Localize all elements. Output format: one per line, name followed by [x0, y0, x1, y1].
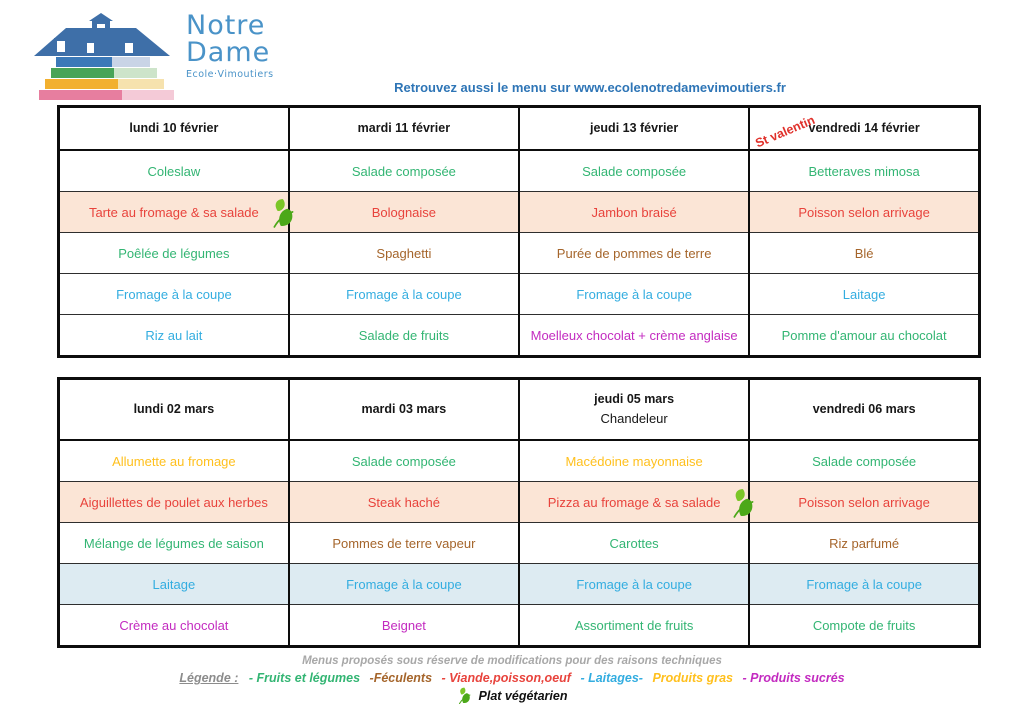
dish-cell: [749, 482, 979, 523]
school-name: [186, 12, 274, 80]
day-date: mardi 03 mars: [361, 402, 447, 417]
dish-text: Poisson selon arrivage: [798, 204, 930, 220]
day-header: [519, 379, 749, 441]
dish-text: Jambon braisé: [591, 204, 677, 220]
starter-row: [59, 150, 980, 192]
dish-cell: [59, 564, 289, 605]
disclaimer-text: Menus proposés sous réserve de modifications pour des raisons techniques: [302, 655, 722, 667]
day-header: [289, 379, 519, 441]
dish-text: Salade composée: [351, 163, 456, 179]
vegetarian-leaf-icon: [457, 687, 473, 705]
dessert-row: [59, 605, 980, 647]
dish-text: Salade de fruits: [358, 327, 450, 343]
dish-cell: [289, 274, 519, 315]
main-course-row: [59, 482, 980, 523]
dish-cell: [519, 192, 749, 233]
dish-text: Coleslaw: [147, 163, 201, 179]
dish-cell: [519, 523, 749, 564]
week2-header-row: [59, 379, 980, 441]
dish-text: Macédoine mayonnaise: [565, 453, 703, 469]
dish-cell: [749, 440, 979, 482]
legend-item-produits-gras: Produits gras: [652, 671, 734, 685]
school-house-icon: [26, 12, 176, 104]
dish-cell: [749, 564, 979, 605]
st-valentin-annotation: St valentin: [753, 112, 818, 151]
vegetarian-legend: [0, 687, 1024, 705]
dish-cell: [289, 482, 519, 523]
dish-cell: [59, 523, 289, 564]
dish-text: Fromage à la coupe: [346, 576, 462, 592]
dish-text: Fromage à la coupe: [116, 286, 232, 302]
legend-item-fruits-legumes: - Fruits et légumes: [248, 671, 361, 685]
day-date: jeudi 13 février: [590, 121, 679, 136]
day-note: Chandeleur: [600, 411, 668, 427]
legend-line: [0, 671, 1024, 685]
dish-cell: [59, 150, 289, 192]
menu-week-1: [57, 105, 981, 358]
dish-cell: [519, 315, 749, 357]
dairy-row: [59, 274, 980, 315]
dish-cell: [519, 233, 749, 274]
dish-text: Beignet: [381, 617, 426, 633]
day-header: [289, 107, 519, 151]
dish-text: Blé: [854, 245, 874, 261]
legend-item-produits-sucres: - Produits sucrés: [742, 671, 845, 685]
day-header: [59, 379, 289, 441]
dish-cell: [519, 440, 749, 482]
dish-text: Spaghetti: [376, 245, 432, 261]
dish-cell: [519, 564, 749, 605]
dish-text: Pomme d'amour au chocolat: [781, 327, 947, 343]
dish-cell: [519, 482, 749, 523]
dish-text: Betteraves mimosa: [808, 163, 920, 179]
day-date: lundi 02 mars: [133, 402, 215, 417]
side-dish-row: [59, 233, 980, 274]
dish-cell: [289, 440, 519, 482]
dish-cell: [289, 315, 519, 357]
dish-cell: [749, 523, 979, 564]
dish-text: Steak haché: [367, 494, 441, 510]
day-date: mardi 11 février: [357, 121, 451, 136]
dish-cell: [289, 233, 519, 274]
dish-text: Fromage à la coupe: [806, 576, 922, 592]
legend-item-feculents: -Féculents: [369, 671, 433, 685]
dish-cell: [289, 192, 519, 233]
day-date: jeudi 05 mars: [594, 392, 675, 407]
dish-text: Carottes: [609, 535, 659, 551]
dish-cell: [519, 150, 749, 192]
dish-cell: [59, 605, 289, 647]
dish-text: Pommes de terre vapeur: [332, 535, 476, 551]
legend-label: Légende :: [179, 671, 239, 685]
vegetarian-leaf-icon: [270, 198, 298, 228]
dish-cell: [749, 315, 979, 357]
day-header: [59, 107, 289, 151]
dish-text: Aiguillettes de poulet aux herbes: [79, 494, 268, 510]
starter-row: [59, 440, 980, 482]
vegetarian-leaf-icon: [730, 488, 758, 518]
dish-text: Crème au chocolat: [119, 617, 229, 633]
school-name-bottom: Dame: [186, 37, 271, 68]
side-dish-row: [59, 523, 980, 564]
dish-cell: [59, 315, 289, 357]
day-date: lundi 10 février: [129, 121, 219, 136]
dish-cell: [59, 440, 289, 482]
dish-cell: [289, 605, 519, 647]
dish-text: Laitage: [842, 286, 886, 302]
day-date: vendredi 14 février: [808, 121, 920, 136]
dish-text: Mélange de légumes de saison: [83, 535, 264, 551]
legend-item-laitages: - Laitages-: [580, 671, 643, 685]
dessert-row: [59, 315, 980, 357]
week1-header-row: [59, 107, 980, 151]
school-subtitle: Ecole·Vimoutiers: [186, 69, 274, 80]
school-logo: [26, 12, 274, 104]
dish-cell: [749, 233, 979, 274]
day-header: [519, 107, 749, 151]
dish-text: Salade composée: [351, 453, 456, 469]
dish-text: Assortiment de fruits: [574, 617, 694, 633]
dish-text: Allumette au fromage: [112, 453, 236, 469]
dish-cell: [59, 233, 289, 274]
dish-text: Tarte au fromage & sa salade: [88, 204, 259, 220]
dish-cell: [749, 605, 979, 647]
dish-text: Pizza au fromage & sa salade: [547, 494, 721, 510]
dish-cell: [749, 274, 979, 315]
dish-text: Salade composée: [812, 453, 917, 469]
school-name-top: Notre: [186, 10, 266, 41]
dish-text: Salade composée: [582, 163, 687, 179]
dish-cell: [519, 274, 749, 315]
dish-cell: [289, 523, 519, 564]
dish-cell: [289, 564, 519, 605]
dairy-row: [59, 564, 980, 605]
website-link[interactable]: Retrouvez aussi le menu sur www.ecolenotredamevimoutiers.fr: [394, 80, 786, 95]
dish-text: Fromage à la coupe: [346, 286, 462, 302]
dish-cell: [519, 605, 749, 647]
dish-cell: [59, 274, 289, 315]
dish-cell: [749, 192, 979, 233]
dish-cell: [289, 150, 519, 192]
dish-cell: [59, 192, 289, 233]
dish-text: Purée de pommes de terre: [556, 245, 712, 261]
dish-cell: [59, 482, 289, 523]
dish-text: Moelleux chocolat + crème anglaise: [530, 327, 738, 343]
dish-text: Bolognaise: [371, 204, 437, 220]
dish-text: Poêlée de légumes: [118, 245, 230, 261]
dish-text: Fromage à la coupe: [576, 286, 692, 302]
legend-item-viande-poisson-oeuf: - Viande,poisson,oeuf: [441, 671, 571, 685]
dish-text: Laitage: [152, 576, 196, 592]
dish-text: Fromage à la coupe: [576, 576, 692, 592]
menu-week-2: [57, 377, 981, 648]
dish-text: Riz au lait: [145, 327, 203, 343]
day-header: [749, 379, 979, 441]
dish-text: Compote de fruits: [812, 617, 916, 633]
dish-text: Riz parfumé: [829, 535, 900, 551]
vegetarian-label: Plat végétarien: [478, 689, 568, 704]
main-course-row: [59, 192, 980, 233]
dish-text: Poisson selon arrivage: [798, 494, 930, 510]
day-date: vendredi 06 mars: [812, 402, 916, 417]
